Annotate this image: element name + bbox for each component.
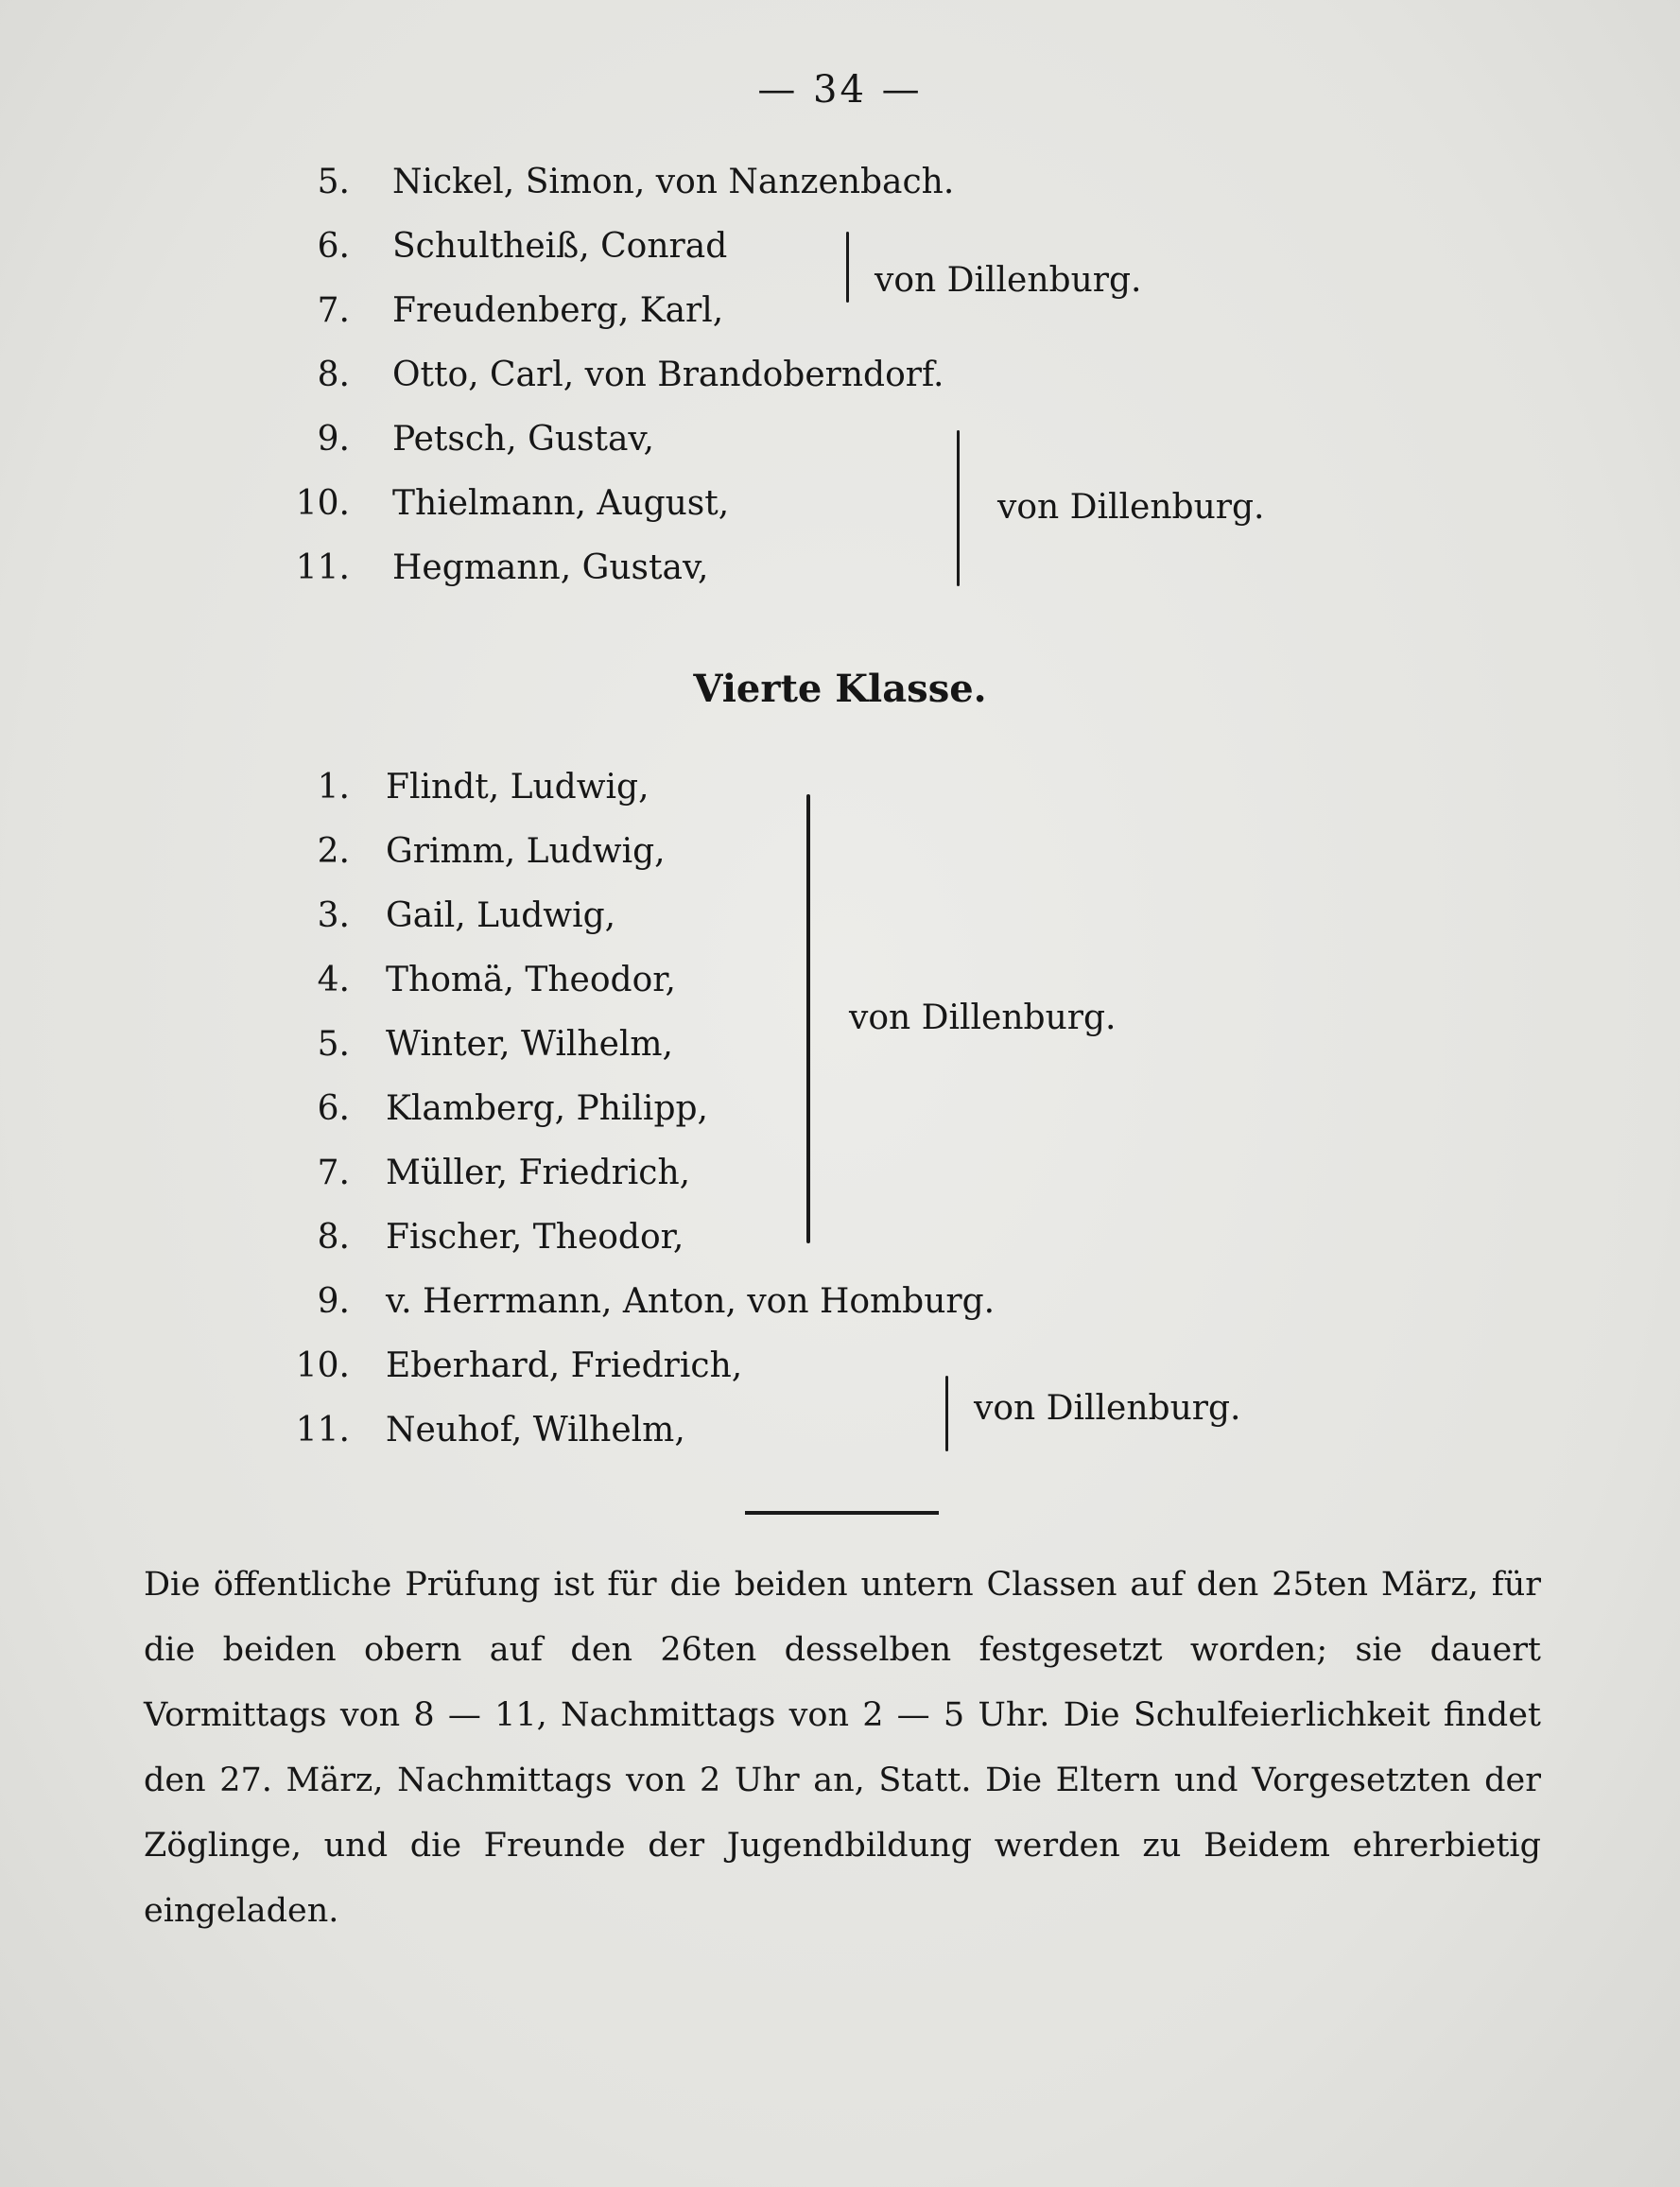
item-number: 6. (317, 1089, 350, 1128)
item-number: 8. (317, 1218, 350, 1257)
item-entry: Klamberg, Philipp, (386, 1089, 708, 1128)
item-entry: Fischer, Theodor, (386, 1218, 684, 1257)
item-entry: Grimm, Ludwig, (386, 832, 666, 871)
brace-note: von Dillenburg. (849, 998, 1117, 1037)
item-number: 11. (295, 548, 350, 587)
item-number: 6. (317, 227, 350, 266)
item-entry: Müller, Friedrich, (386, 1154, 691, 1192)
item-number: 9. (317, 1282, 350, 1321)
item-number: 7. (317, 291, 350, 330)
item-entry: v. Herrmann, Anton, von Homburg. (386, 1282, 996, 1321)
item-number: 11. (295, 1411, 350, 1449)
brace (945, 1376, 948, 1451)
item-number: 3. (317, 896, 350, 935)
item-entry: Thomä, Theodor, (386, 961, 676, 999)
item-entry: Freudenberg, Karl, (392, 291, 724, 330)
item-number: 10. (295, 1346, 350, 1385)
item-number: 1. (317, 768, 350, 807)
separator-rule (745, 1511, 939, 1515)
item-entry: Nickel, Simon, von Nanzenbach. (392, 163, 955, 201)
brace-note: von Dillenburg. (997, 488, 1265, 527)
item-entry: Eberhard, Friedrich, (386, 1346, 743, 1385)
brace-note: von Dillenburg. (875, 261, 1142, 300)
item-entry: Schultheiß, Conrad (392, 227, 728, 266)
item-number: 10. (295, 484, 350, 523)
item-number: 5. (317, 1025, 350, 1064)
section-heading: Vierte Klasse. (693, 667, 987, 711)
item-entry: Petsch, Gustav, (392, 420, 654, 459)
closing-paragraph: Die öffentliche Prüfung ist für die beiden untern Classen auf den 25ten März, für die beiden obern auf den 26ten desselben festgesetzt worden; sie dauert Vormittags von 8 — 11, Nachmittags von 2 — 5 Uhr. Die Schulfeierlichkeit findet den 27. März, Nachmittags von 2 Uhr an, Statt. Die Eltern und Vorgesetzten der Zöglinge, und die Freunde der Jugendbildung werden zu Beidem ehrerbietig eingeladen. (144, 1566, 1541, 1930)
item-entry: Neuhof, Wilhelm, (386, 1411, 685, 1449)
brace (957, 430, 960, 586)
item-entry: Gail, Ludwig, (386, 896, 616, 935)
item-entry: Otto, Carl, von Brandoberndorf. (392, 356, 944, 394)
item-entry: Thielmann, August, (392, 484, 730, 523)
item-number: 2. (317, 832, 350, 871)
item-number: 8. (317, 356, 350, 394)
item-number: 9. (317, 420, 350, 459)
item-entry: Flindt, Ludwig, (386, 768, 649, 807)
page-number: — 34 — (757, 68, 923, 112)
item-entry: Hegmann, Gustav, (392, 548, 709, 587)
brace-note: von Dillenburg. (974, 1389, 1241, 1428)
brace (806, 794, 810, 1243)
item-entry: Winter, Wilhelm, (386, 1025, 673, 1064)
item-number: 5. (317, 163, 350, 201)
brace (846, 232, 849, 303)
item-number: 4. (317, 961, 350, 999)
item-number: 7. (317, 1154, 350, 1192)
